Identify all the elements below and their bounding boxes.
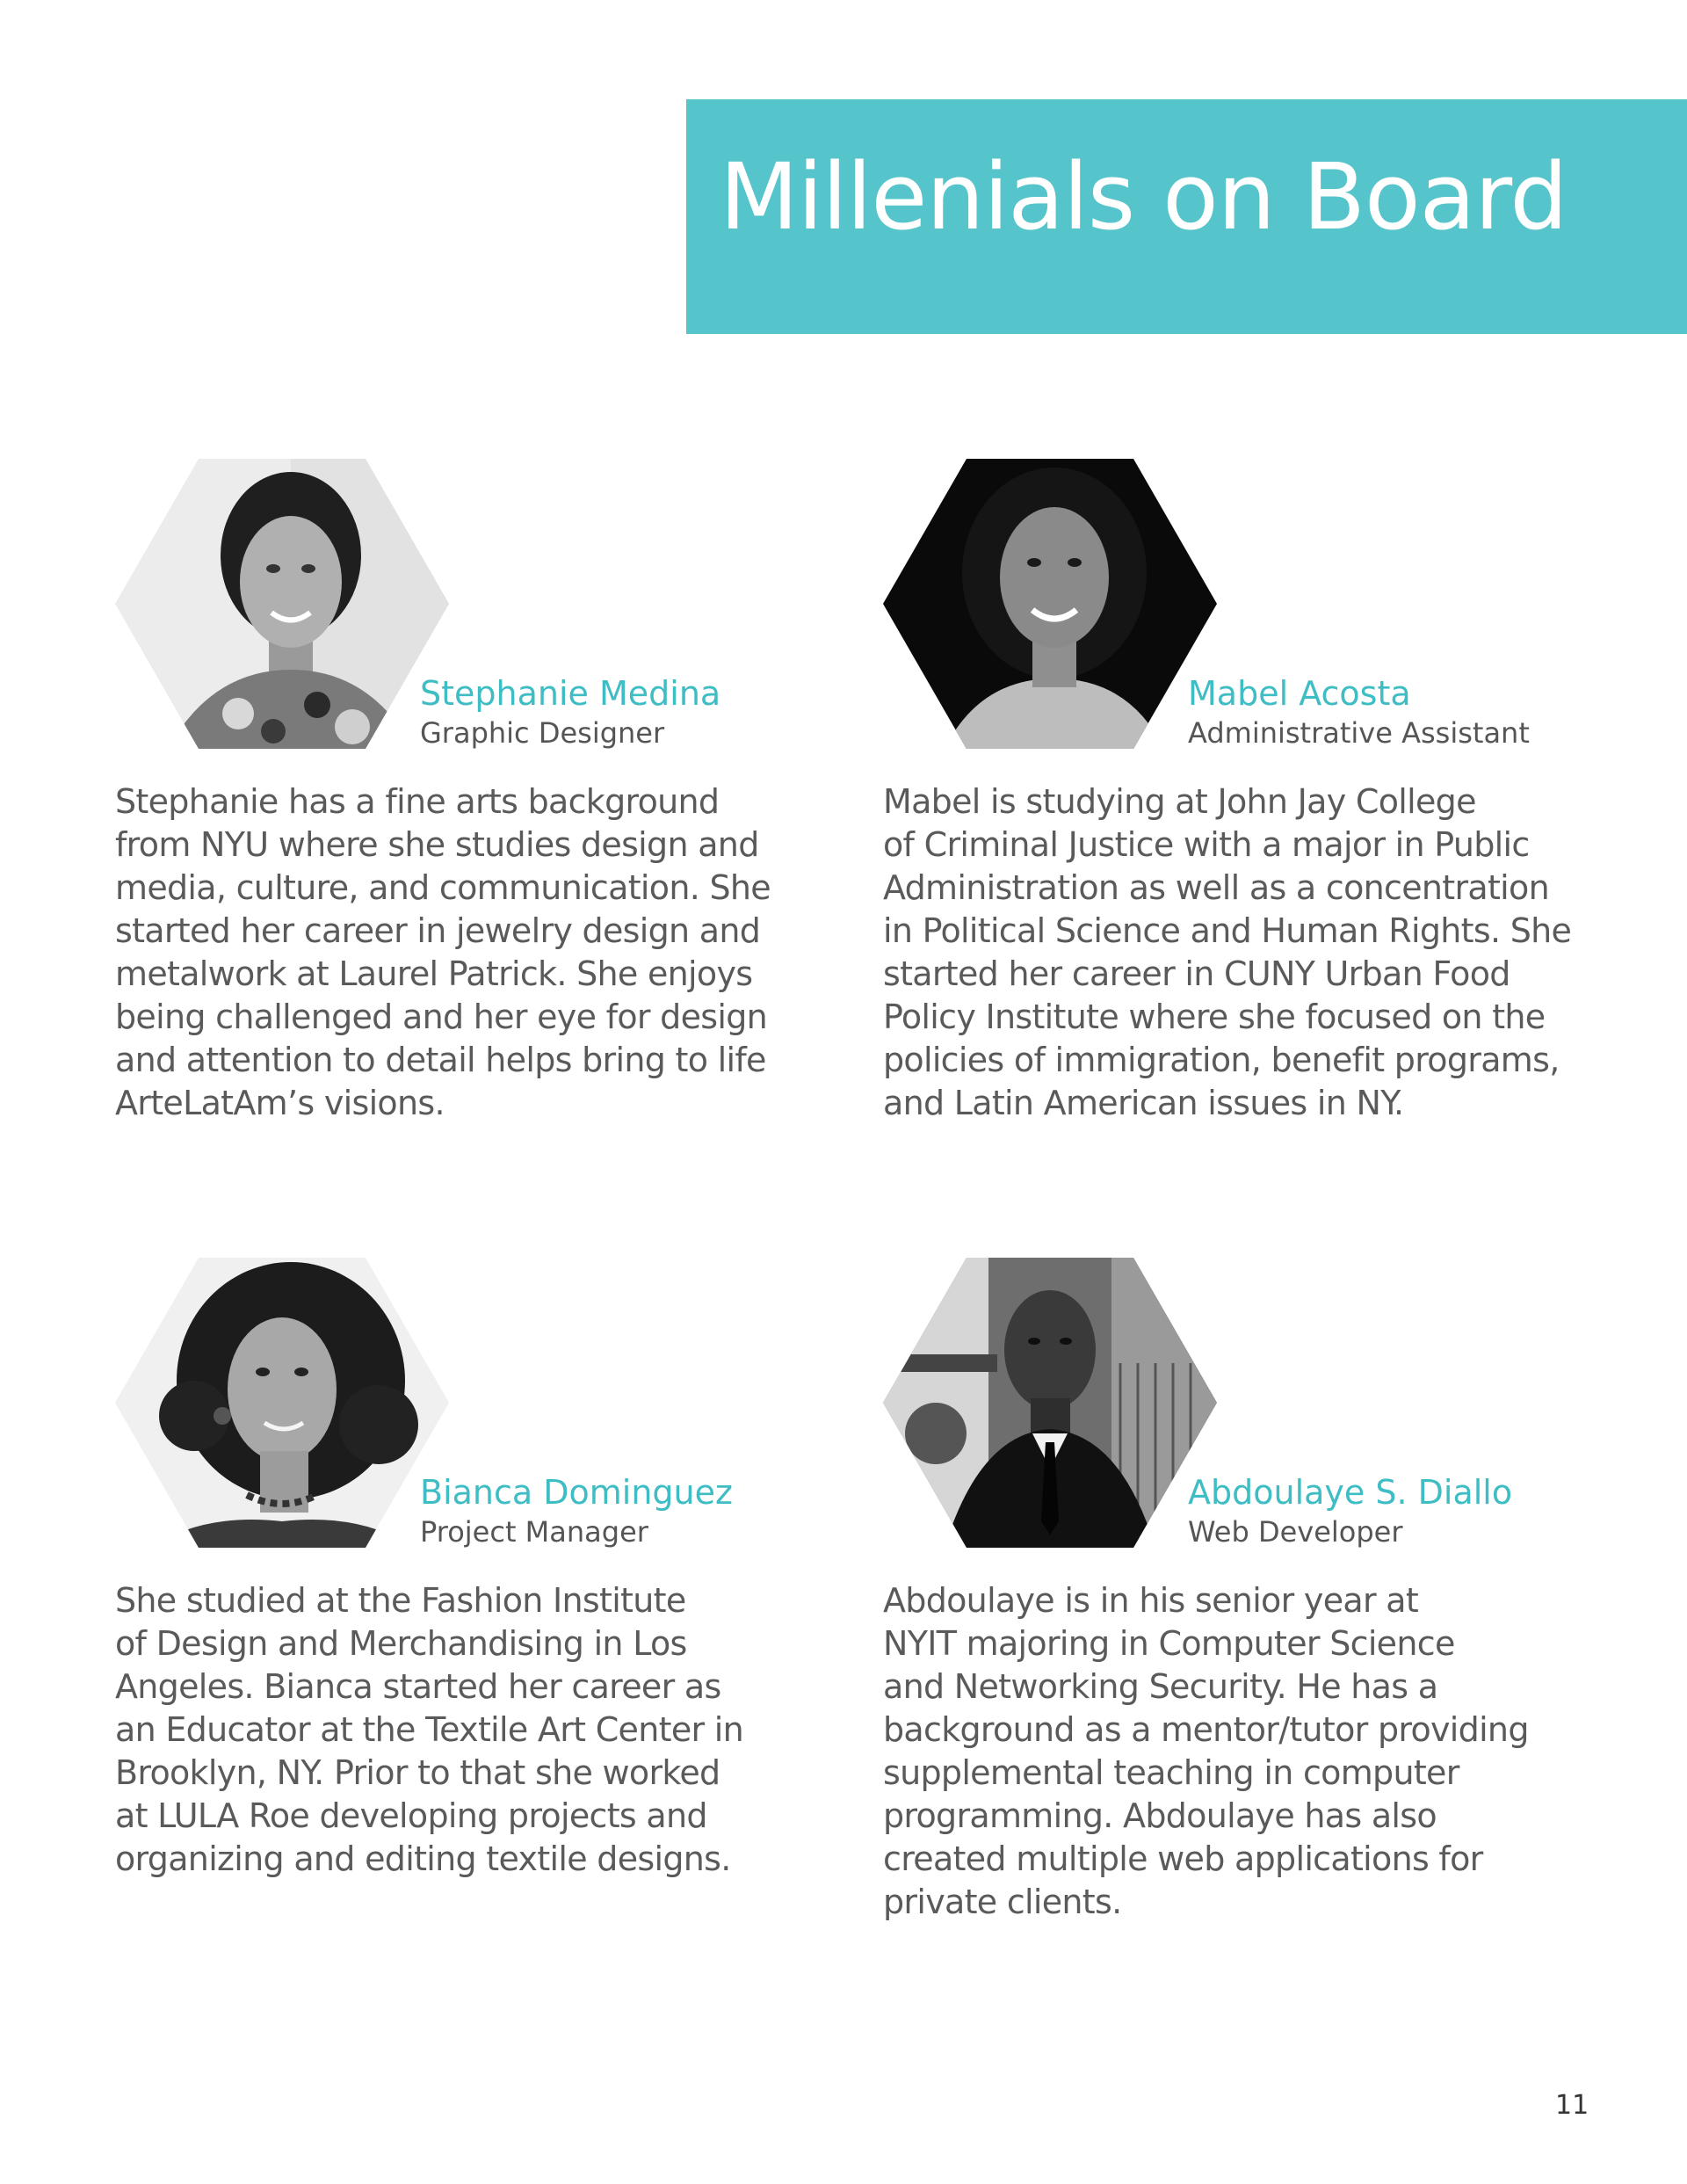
bio-line: She studied at the Fashion Institute xyxy=(115,1581,686,1620)
member-name: Mabel Acosta xyxy=(1188,674,1411,713)
page-title: Millenials on Board xyxy=(720,143,1568,250)
page-number: 11 xyxy=(1555,2090,1589,2121)
member-card-stephanie-medina xyxy=(115,459,836,1162)
member-card-mabel-acosta xyxy=(883,459,1604,1162)
bio-line: Administration as well as a concentration xyxy=(883,868,1549,907)
bio-line: supplemental teaching in computer xyxy=(883,1753,1459,1792)
member-card-abdoulaye-diallo xyxy=(883,1258,1604,1961)
bio-line: created multiple web applications for xyxy=(883,1839,1483,1878)
bio-line: started her career in CUNY Urban Food xyxy=(883,954,1510,993)
title-banner xyxy=(686,99,1687,334)
member-card-bianca-dominguez xyxy=(115,1258,836,1961)
portrait-photo xyxy=(883,1258,1217,1548)
bio-line: from NYU where she studies design and xyxy=(115,825,759,864)
member-bio xyxy=(883,1579,1577,1924)
member-bio xyxy=(115,780,809,1125)
member-bio xyxy=(883,780,1577,1125)
bio-line: of Criminal Justice with a major in Public xyxy=(883,825,1530,864)
bio-line: Angeles. Bianca started her career as xyxy=(115,1667,721,1706)
bio-line: Policy Institute where she focused on the xyxy=(883,998,1546,1036)
bio-line: background as a mentor/tutor providing xyxy=(883,1710,1529,1749)
bio-line: at LULA Roe developing projects and xyxy=(115,1796,707,1835)
bio-line: and Networking Security. He has a xyxy=(883,1667,1438,1706)
member-role: Web Developer xyxy=(1188,1515,1403,1549)
bio-line: Abdoulaye is in his senior year at xyxy=(883,1581,1419,1620)
bio-line: policies of immigration, benefit programs, xyxy=(883,1041,1560,1079)
bio-line: Stephanie has a fine arts background xyxy=(115,782,720,821)
bio-line: Mabel is studying at John Jay College xyxy=(883,782,1476,821)
member-name: Bianca Dominguez xyxy=(420,1473,733,1512)
portrait-photo xyxy=(115,1258,449,1548)
member-name: Stephanie Medina xyxy=(420,674,721,713)
member-name: Abdoulaye S. Diallo xyxy=(1188,1473,1513,1512)
bio-line: private clients. xyxy=(883,1883,1122,1921)
bio-line: and Latin American issues in NY. xyxy=(883,1084,1404,1122)
portrait-photo xyxy=(115,459,449,749)
bio-line: in Political Science and Human Rights. She xyxy=(883,911,1572,950)
member-role: Administrative Assistant xyxy=(1188,716,1530,750)
bio-line: Brooklyn, NY. Prior to that she worked xyxy=(115,1753,720,1792)
portrait-photo xyxy=(883,459,1217,749)
bio-line: of Design and Merchandising in Los xyxy=(115,1624,687,1663)
member-role: Project Manager xyxy=(420,1515,648,1549)
member-role: Graphic Designer xyxy=(420,716,665,750)
bio-line: media, culture, and communication. She xyxy=(115,868,771,907)
bio-line: metalwork at Laurel Patrick. She enjoys xyxy=(115,954,753,993)
member-bio xyxy=(115,1579,809,1881)
bio-line: NYIT majoring in Computer Science xyxy=(883,1624,1455,1663)
bio-line: an Educator at the Textile Art Center in xyxy=(115,1710,744,1749)
bio-line: and attention to detail helps bring to life xyxy=(115,1041,766,1079)
bio-line: organizing and editing textile designs. xyxy=(115,1839,731,1878)
bio-line: being challenged and her eye for design xyxy=(115,998,768,1036)
bio-line: programming. Abdoulaye has also xyxy=(883,1796,1437,1835)
bio-line: started her career in jewelry design and xyxy=(115,911,761,950)
bio-line: ArteLatAm’s visions. xyxy=(115,1084,445,1122)
